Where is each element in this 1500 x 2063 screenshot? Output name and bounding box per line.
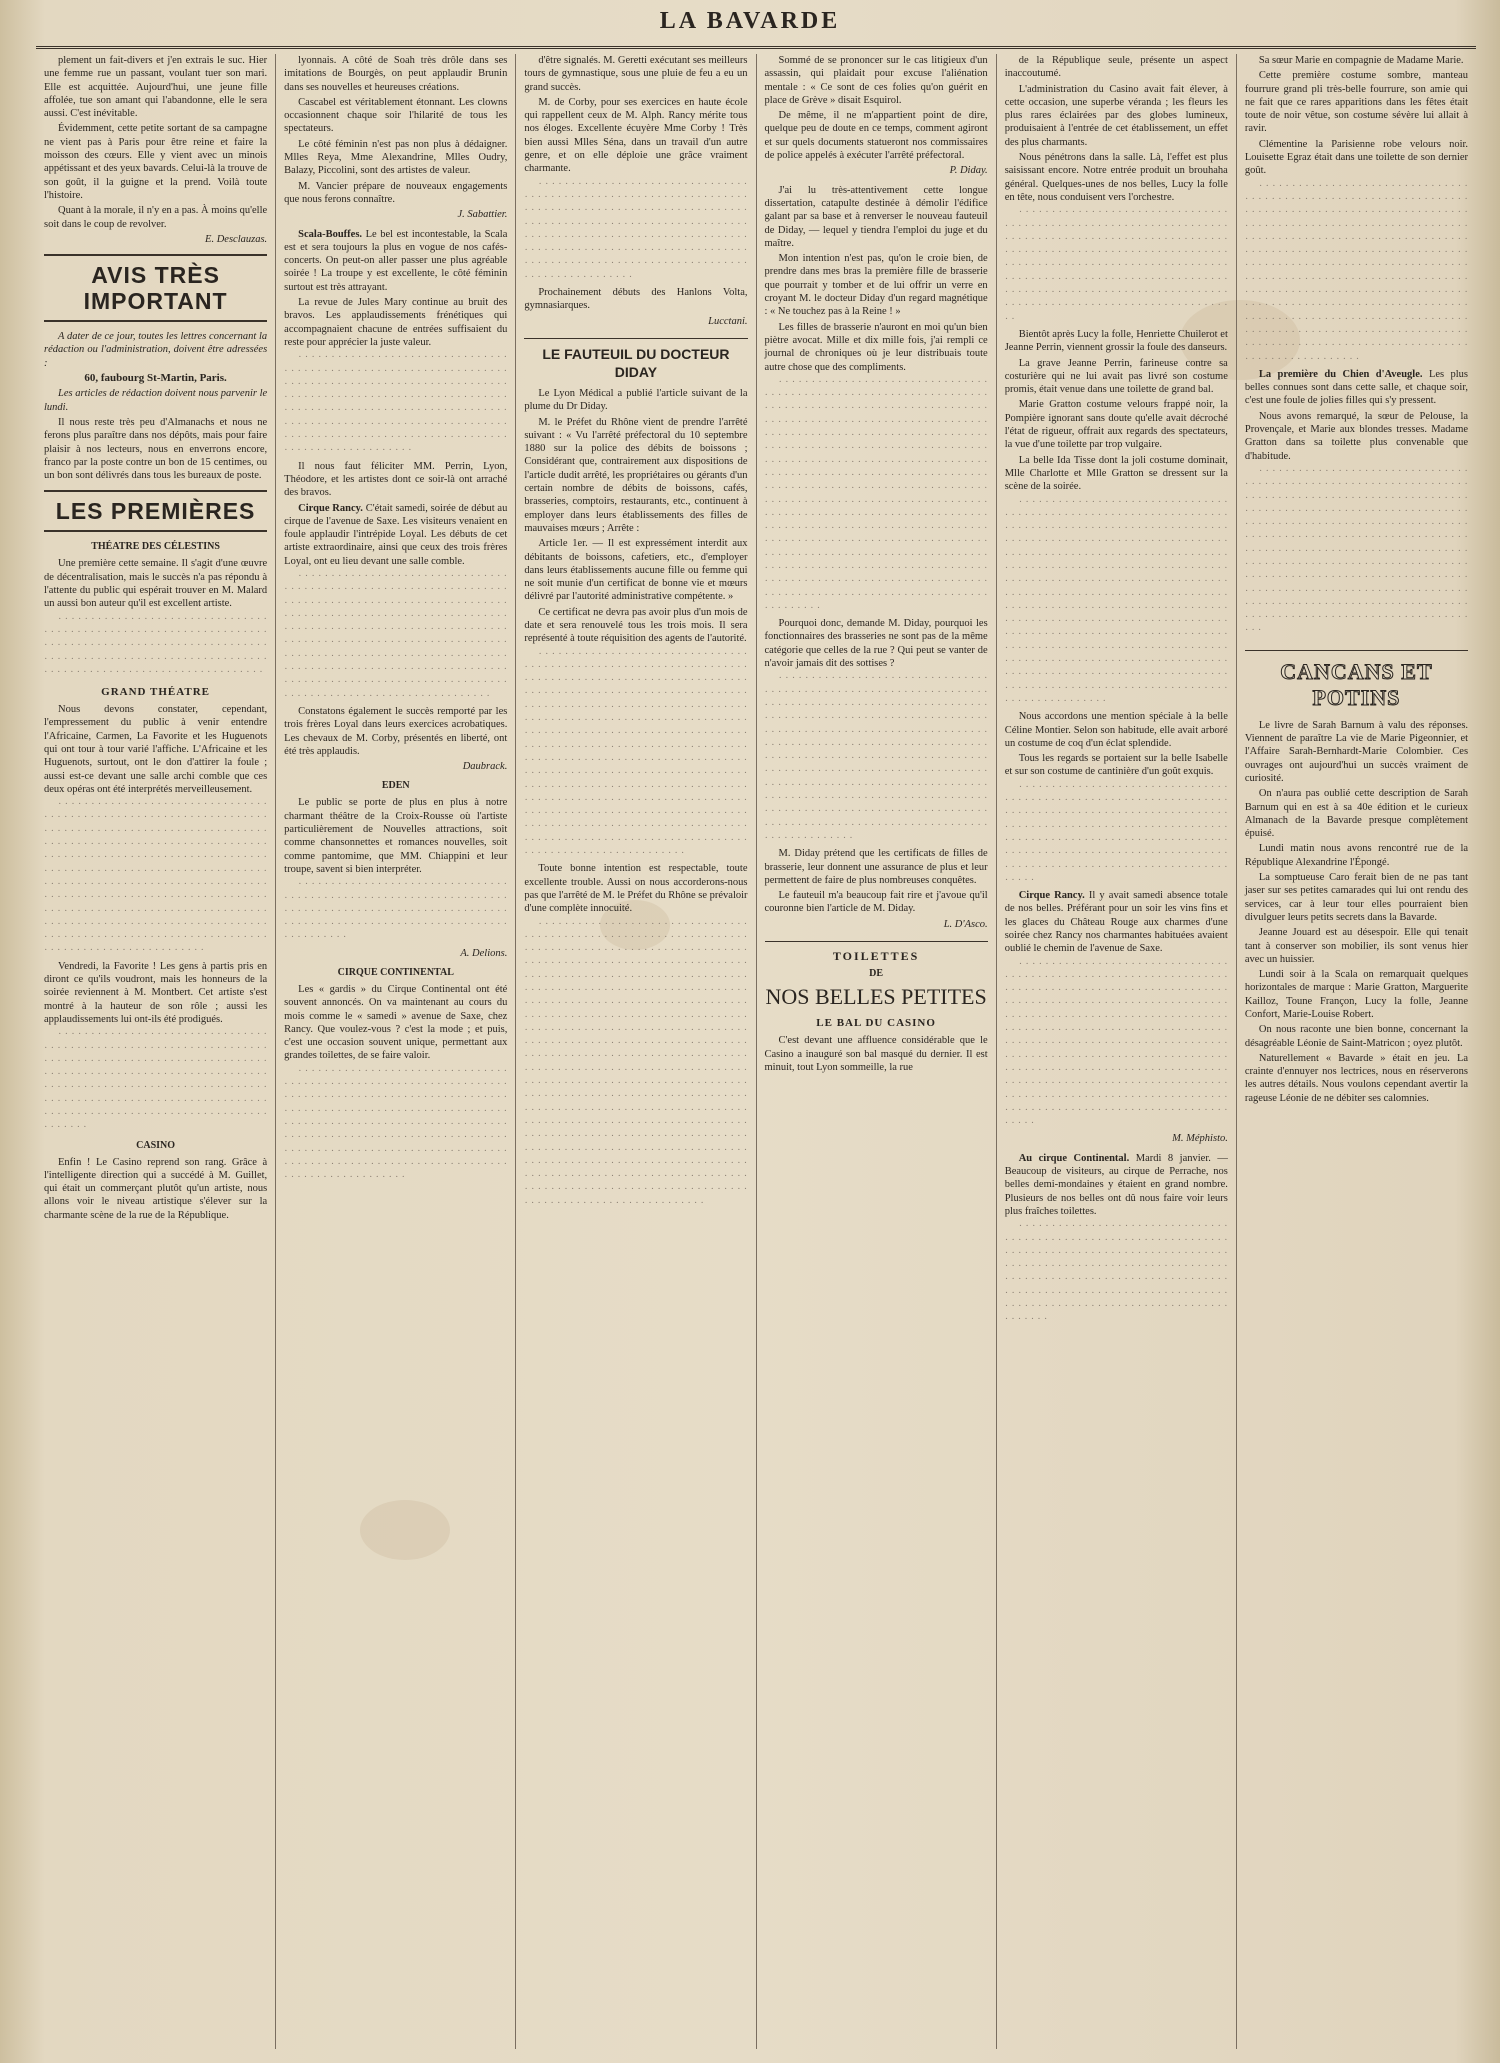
bal-text: C'est devant une affluence considérable que le Casino a inauguré son bal masqué du dernier. Il est minuit, tout Lyon sommeille, la rue (764, 1035, 988, 1073)
text: d'être signalés. M. Geretti exécutant ses meilleurs tours de gymnastique, sous une pluie de feu a eu un grand succès. (524, 55, 748, 93)
text: Marie Gratton costume velours frappé noir, la Pompière ignorant sans doute qu'elle avait décroché l'état de rigueur, offrait aux regards des spectateurs, la vue d'une toilette par trop vulgaire. (1004, 399, 1228, 451)
cancans-text-2: On n'aura pas oublié cette description de Sarah Barnum qui en est à sa 40e édition et le curieux Almanach de la Bavarde presque complètement épuisé. (1244, 788, 1469, 840)
text: M. Vancier prépare de nouveaux engagements que nous ferons connaître. (284, 180, 508, 205)
text: Clémentine la Parisienne robe velours noir. Louisette Egraz était dans une toilette de son dernier goût. (1244, 138, 1469, 177)
cirque-text: C'était samedi, soirée de début au cirque de l'avenue de Saxe. Les visiteurs venaient en foule applaudir l'intrépide Loyal. Les débuts de cet artiste extraordinaire, ainsi que ceux des trois frères Loyal, ont eu lieu devant une salle comble. (284, 502, 508, 567)
intro-paragraph: plement un fait-divers et j'en extrais le suc. Hier une femme rue un passant, voulant tuer son mari. Elle est acquittée. Aujourd'hui, une jeune fille affolée, tue son amant qui l'abandonne, elle le sera aussi. C'est inévitable. (44, 55, 268, 120)
text: La grave Jeanne Perrin, farineuse contre sa costurière qui ne lui avait pas livré son costume promis, était venue dans une toilette de grand bal. (1004, 357, 1228, 396)
text: Le fauteuil m'a beaucoup fait rire et j'avoue qu'il couronne bien l'article de M. Diday. (764, 890, 988, 915)
avis-text-3: Il nous reste très peu d'Almanachs et nous ne ferons plus paraître dans nos dépôts, mais pour faire plaisir à nos lecteurs, nous en enverrons encore, franco par la poste contre un bon de 15 centimes, ou un bon sont délivrés dans tous les bureaux de poste. (44, 416, 268, 482)
filler-text: · · · · · · · · · · · · · · · · · · · · · · · · · · · · · · · · · · · · · · · · · · · · · · · · · · · · · · · · · · · · · · · · · · · · · · · · · · · · · · · · · · · · · · · · · · · · · · · · · · · · · · · · · · · · · · · · · · · · · · · · · · · · · · · · · · · · · · · · · · · · · · · · · · · · · · · · · · · · · · · · · · · · · · · · · · · · · · · · · · · · · · · · · · · · · · · · · · · · · · · · · · · · · · · · · · · · · · · · · · · · · · · · · · · · · · · · · · · · · · · · · · · · · · · · · · · · · · · · · · · · · · · · · · · · · · · · · · · · · · · · · · · · · · · · · · · · · · · · · · · · · · · · · · · · · · · · · · · · · · · · · · · · · · · · · · · · · · · · · · · · · · · · · · · · · · · · · · · · · · · · · · · · · · · · · · · · · · · · · · · · · · · · · · · · · · · · · · · · · · · · · · · · · · · · · · · · · · · · · · · · (764, 673, 988, 844)
signature: M. Méphisto. (1172, 1133, 1228, 1145)
text: de la République seule, présente un aspect inaccoutumé. (1004, 55, 1228, 80)
column-4 (757, 54, 997, 2049)
text: J'ai lu très-attentivement cette longue dissertation, catapulte destinée à démolir l'édifice galant par sa base et à renverser le nouveau fauteuil de Diday, — lequel y tiendra l'emploi du juge et du maître. (764, 184, 988, 249)
filler-text: · · · · · · · · · · · · · · · · · · · · · · · · · · · · · · · · · · · · · · · · · · · · · · · · · · · · · · · · · · · · · · · · · · · · · · · · · · · · · · · · · · · · · · · · · · · · · · · · · · · · · · · · · · · · · · · · · · · · · · · · · · · · · · · · · · · · · · · · · · · · · · · · · · · · · · · · · · · · · · · · · · · · · · · · · · · · · · · · · · · · · · · · · · · · · · · · · · · · · · · · · · · · · · · · · · · · · · · · · · · · · · · · · · · · · · · · · · · · · · · · · · · · · · · · · · · · · · · · · · · · · · · · · · · · · · · · · · · · · · · · · · · · · · · · · (284, 1065, 508, 1184)
text: Tous les regards se portaient sur la belle Isabelle et sur son costume de cantinière d'un goût exquis. (1004, 753, 1228, 778)
text: Nous pénétrons dans la salle. Là, l'effet est plus saisissant encore. Notre entrée produit un brouhaha général. Quelques-unes de nos belles, Lucy la folle en tête, nous conduisent vers l'orchestre. (1004, 152, 1228, 203)
signature: Daubrack. (462, 761, 508, 773)
column-2 (276, 54, 516, 2049)
signature: P. Diday. (949, 165, 988, 177)
cancans-text-8: Naturellement « Bavarde » était en jeu. La crainte d'ennuyer nos lectrices, nous en réserverons les autres détails. Nous voulons cependant avertir la rageuse Léonie de ne débiter ses calomnies. (1244, 1052, 1469, 1104)
filler-text: · · · · · · · · · · · · · · · · · · · · · · · · · · · · · · · · · · · · · · · · · · · · · · · · · · · · · · · · · · · · · · · · · · · · · · · · · · · · · · · · · · · · · · · · · · · · · · · · · · · · · · · · · · · · · · · · · · · · · · · · · · · · · · · · · · · · · · · · · · · · · · · · · · · · · · · · · · · · · · · · · · · · · · · · · · · · · · · · · · · · · · · · · · · · · · · · · · · · · · · · · · · · · · · · · · · · · · · · · · · · · · · · · · · · · · · · · · · · · · · · · · · · · · · · · · · · · · · · · · · · · · · · · · · · · · · · (1004, 207, 1228, 325)
text: Sommé de se prononcer sur le cas litigieux d'un assassin, qui plaidait pour excuse l'aliénation mentale : « Ce sont de ces folies qu'on guérit en place de Grève » disait Esquirol. (764, 55, 988, 106)
chien-text: Les plus belles connues sont dans cette salle, et chaque soir, c'est une foule de jolies filles qui s'y pressent. (1244, 368, 1469, 407)
column-6 (1237, 54, 1476, 2049)
cirque-text-2: Constatons également le succès remporté par les trois frères Loyal dans leurs exercices acrobatiques. Les chevaux de M. Corby, présentés en liberté, ont été très applaudis. (284, 705, 508, 757)
masthead-rule (36, 46, 1476, 49)
filler-text: · · · · · · · · · · · · · · · · · · · · · · · · · · · · · · · · · · · · · · · · · · · · · · · · · · · · · · · · · · · · · · · · · · · · · · · · · · · · · · · · · · · · · · · · · · · · · · · · · · · · · · · · · · · · · · · · · · · · · · · · · · · · · · · · · · · · · · · · · · · · · · · · · · · · · · · · · · · · · · · · · · · · · · · · · · · · · · · · · · · · · · · · · · · · · · · · · · · · · · · · · · · · · · · · · · · · · · · · · · · · · · · · · · · · · · · · · · · · · · · · · (1004, 781, 1228, 886)
cancans-text: Le livre de Sarah Barnum à valu des réponses. Viennent de paraître La vie de Marie Pigeonnier, et l'Affaire Sarah-Bernhardt-Marie Colombier. Ces ouvrages ont aujourd'hui un succès vraiment de curiosité. (1244, 719, 1469, 784)
continental-text: Mardi 8 janvier. — Beaucoup de visiteurs, au cirque de Perrache, nos belles demi-mondaines y étaient en grand nombre. Plusieurs de nos belles ont dû nous faire voir leurs plus fraîches toilettes. (1004, 1152, 1228, 1217)
filler-text: · · · · · · · · · · · · · · · · · · · · · · · · · · · · · · · · · · · · · · · · · · · · · · · · · · · · · · · · · · · · · · · · · · · · · · · · · · · · · · · · · · · · · · · · · · · · · · · · · · · · · · · · · · · · · · · · · · · · · · · · · · · · · · · · · · · · · · · · · · · · · · · · · · · · · · · · · · · · · · · · · · · · · · · · · · · · · · · · · · · · · · · · · · · · · · · · · · · · · · · · · · · · · · · · · · · · · · · · · · · · · · · · · · · · · · · · · · · · · · · · · · · · · · · · · · · · · · · · · · · · · · · · · · · · · · · · · · · · · · · · · · · · · · · · · · · · · · · · · · · · · · · · · · · · · · · · · · · · · · · · · · · · · · · · · · · · · · · · (284, 570, 508, 702)
filler-text: · · · · · · · · · · · · · · · · · · · · · · · · · · · · · · · · · · · · · · · · · · · · · · · · · · · · · · · · · · · · · · · · · · · · · · · · · · · · · · · · · · · · · · · · · · · · · · · · · · · · · · · · · · · · · · · · · · · · · · · · · · · · · · · · · · · · · · · · · · · · · · · · · · · · · · · · · · · · · · · · · · · · · · · · · · · · · · · · · · · · · · · · · · · · · · · · · · · · · · · · · · · · · · · · · · · · · · · · · · · · · · · · · · · · · · · · · · · · · · · · · · · · · · · · · · · · · · · · · · · · · · · · · · · · · · · · · · · · · · · · · · · · · · · · · · · · · · · · · · · · · · · · · · · · · · · · · · · · · · · · · · · · · · · · · · · · · · · · · · · · · · · · · · · · · · · · · · · · · · · · · · · · · · · · · · · · · · · · · · · · · · · · · · · · · · · · · · · · · (44, 799, 268, 957)
signature: A. Delions. (460, 947, 508, 959)
column-1 (36, 54, 276, 2049)
text: Nous accordons une mention spéciale à la belle Céline Montier. Selon son habitude, elle avait arboré un costume de coq d'un éclat splendide. (1004, 711, 1228, 749)
fauteuil-text-2: M. le Préfet du Rhône vient de prendre l'arrêté suivant : « Vu l'arrêté préfectoral du 10 septembre 1880 sur la police des débits de boissons ; Considérant que, contrairement aux dispositions de l'article dudit arrêté, les propriétaires ou gérants d'un certain nombre de débits de boissons, cafés, brasseries, comptoirs, restaurants, etc., continuent à employer dans leurs établissements des filles de mauvaises mœurs ; Arrête : (524, 416, 748, 534)
text: Bientôt après Lucy la folle, Henriette Chuilerot et Jeanne Perrin, viennent grossir la foule des danseurs. (1004, 328, 1228, 354)
chien-heading: La première du Chien d'Aveugle. (1258, 368, 1423, 380)
text: lyonnais. A côté de Soah très drôle dans ses imitations de Bourgès, on peut applaudir Brunin dans ses nouvelles et heureuses créations. (284, 55, 508, 93)
signature: J. Sabattier. (457, 209, 508, 221)
text: Sa sœur Marie en compagnie de Madame Marie. (1258, 55, 1464, 66)
intro-signature: E. Desclauzas. (205, 233, 268, 245)
text: Le côté féminin n'est pas non plus à dédaigner. Mlles Reya, Mme Alexandrine, Mlles Oudry, Balazy, Piccolini, sont des artistes de valeur. (284, 138, 508, 177)
text: La belle Ida Tisse dont la joli costume dominait, Mlle Charlotte et Mlle Gratton se dressent sur la scène de la soirée. (1004, 454, 1228, 493)
bal-heading: LE BAL DU CASINO (816, 1017, 936, 1030)
casino-text: Enfin ! Le Casino reprend son rang. Grâce à l'intelligente direction qui a succédé à M. Guillet, qui était un commerçant plutôt qu'un artiste, nous allons voir le niveau artistique s'élever sur la charmante scène de la rue de la République. (44, 1156, 268, 1221)
filler-text: · · · · · · · · · · · · · · · · · · · · · · · · · · · · · · · · · · · · · · · · · · · · · · · · · · · · · · · · · · · · · · · · · · · · · · · · · · · · · · · · · · · · · · · · · · · · · · · · · · · · · · · · · · · · · · · · · · · · · · · · · · · · · · · · · · · · · · · · · · · · · · · · · · · · · · · · · · · · · · · · · · · · · · · · · · · · · · · · · · · · · · · · · · · · · · · · · · · · · · · · · · · · · · · · · · · · · · · · · · · · · · · · · · · · · · · · · · · · · · · · · · · · · · · · · · · · · · · · · · · · · · · · · · · · · · · · · · · · · · · · · · · · · · · · · · · · · · · · · · · · · · · · · · · · · · · · · · · · · · · · · · · · · · · · · · · · · · · · · · · · · · · · · · · · · · · · · · · · · · · · · · · · · · · · · · · · · · · · · · · · · · · · · · · · · · · · · · · · · · · · · · · · · · · · · · · · · · · · · · · · · · · · · · · · · · · · · · · · · · · · · · · · · · · · · · · · · · · · · · · · · · · · · · · · · · · · · · · · · · · · · · · · · · · · · · · · · · · · · · · · · · · · · · · · · · · · · · · · · · · · · · · · · · · · · · · · · (524, 648, 748, 860)
column-3 (516, 54, 756, 2049)
filler-text: · · · · · · · · · · · · · · · · · · · · · · · · · · · · · · · · · · · · · · · · · · · · · · · · · · · · · · · · · · · · · · · · · · · · · · · · · · · · · · · · · · · · · · · · · · · · · · · · · · · · · · · · · · · · · · · · · · · · · · · · · · · · · · · · · · · · · · · · · · · · · · · · · · · · · · · · · · · · · · · · · · · · · · · · · · · · · · · · · · · · · · · · · · · · · · · · · · · · · · · · · · · · · · · · · · · · · · · · · · · · · · · · · · · · · · · · · · · · · · · · · · · · · · · · · · · · · · · · · · · · · · · · · · · · · · · · · · · · · · · · · · · · · · · · · · · · · · · · · · · · · · · · · · · · · · · · · · · · · · · · · · · · · · · · · · · · · · · · · · · · · · · · · · · · · · · · · · · · · · · · · · · · · · · · · · · · · · · · · · · · · · · · · · · · · · · · · · · · · · · · · · · · · · · · · · · · · · · · · · · · · · · · · · · · · · · · · · · · · · · · · · · · · · · · · · · · · · · · · · (1244, 180, 1469, 365)
avis-text: A dater de ce jour, toutes les lettres concernant la rédaction ou l'administration, doivent être adressées : (44, 331, 268, 369)
eden-heading: EDEN (381, 780, 410, 792)
continental-heading: Au cirque Continental. (1018, 1152, 1130, 1164)
continental-heading: CIRQUE CONTINENTAL (337, 967, 454, 978)
text: De même, il ne m'appartient point de dire, quelque peu de doute en ce temps, comment agiront et sur quels documents statueront nos commissaires de police appelés à exécuter l'arrêté préfectoral. (764, 110, 988, 162)
grand-theatre-text-2: Vendredi, la Favorite ! Les gens à partis pris en diront ce qu'ils voudront, mais les honneurs de la soirée reviennent à M. Montbert. Cet artiste s'est montré à la hauteur de son rôle ; aussi les applaudissements lui ont-ils été prodigués. (44, 960, 268, 1025)
column-5 (997, 54, 1237, 2049)
cirque-heading: Cirque Rancy. (298, 502, 363, 514)
toilettes-heading: TOILETTES (765, 941, 988, 963)
casino-heading: CASINO (136, 1139, 176, 1151)
avis-address: 60, faubourg St-Martin, Paris. (84, 372, 227, 385)
cancans-text-4: La somptueuse Caro ferait bien de ne pas tant jaser sur ses petites camarades qui lui ont rendu des services, car à leur tour elles pourraient bien divulguer leurs petits secrets dans la Bavarde. (1244, 872, 1469, 923)
intro-paragraph-2: Évidemment, cette petite sortant de sa campagne ne vient pas à Paris pour être reine et faire la moisson des cœurs. Elle y vient avec un minois appétissant et des yeux bavards. Celui-là la trouve de son goût, il la guigne et la prend. Voilà toute l'histoire. (44, 123, 268, 201)
cancans-text-5: Jeanne Jouard est au désespoir. Elle qui tenait tant à conserver son mobilier, ils sont venus hier avec un huissier. (1244, 927, 1469, 965)
filler-text: · · · · · · · · · · · · · · · · · · · · · · · · · · · · · · · · · · · · · · · · · · · · · · · · · · · · · · · · · · · · · · · · · · · · · · · · · · · · · · · · · · · · · · · · · · · · · · · · · · · · · · · · · · · · · · · · · · · · · · · · · · · · · · · · · · · · · · · · · · · · · · · · · · · · · · · · · · · · · · · · · · · · · · · · · · · · · · · · · · · · · · · · · · · · · · · · · · · · · · · · · · · · · · · · · · · · · · · · · · · · · · · · · · · · · · · · · · · · · · · · · · · · · · · · · · · · · · · · · · · · · · · · · · · · · · · · · · · · · · · · · · · · · · · · · · · · · · · · · · · · · · · · · · · · · · · · · · · · · · · · · · · · · · · · · · · · · · · · · · · · · · · · · · · · · · · · · · · · · · · · · · · · · · · · · · · · · · · · · · · · · · · · · · · · · · · · · · · · · · · · · · · · · · · · · · · (1004, 958, 1228, 1130)
text: Les filles de brasserie n'auront en moi qu'un bien piètre avocat. Mille et dix mille fois, j'ai rempli ce journal de chroniques où je leur distribuais toute autre chose que des compliments. (764, 321, 988, 373)
cancans-text-6: Lundi soir à la Scala on remarquait quelques horizontales de marque : Marie Gratton, Marguerite Kailloz, Toune Françon, Lucy la folle, Jeanne Confort, Marie-Louise Robert. (1244, 969, 1469, 1020)
grand-theatre-text: Nous devons constater, cependant, l'empressement du public à venir entendre l'Africaine, Carmen, La Favorite et les Huguenots qui ont tour à tour varié l'affiche. L'Africaine et les Huguenots, surtout, ont le don d'attirer la foule ; aussi est-ce devant une salle archi comble que ces deux opéras ont été interprétés merveilleusement. (44, 704, 268, 795)
filler-text: · · · · · · · · · · · · · · · · · · · · · · · · · · · · · · · · · · · · · · · · · · · · · · · · · · · · · · · · · · · · · · · · · · · · · · · · · · · · · · · · · · · · · · · · · · · · · · · · · · · · · · · · · · · · · · · · · · · · · · · · · · · · · · · · · · · · · · · · · · · · · · · · · · · · · · · · · · · · · · · · · · · · · · · · · · · · · · · · · · · · · · · · · · · · · · · · · · · · · · · · · · · · · · · · · · · · · · · · · · · · · · · · · · · · · · · · · · · · · · · · · · · · · · · · · · · · · · · · · · · · · · · · · · · · · · · · · · · · · · · · · · · · · · · · · · · · · · · · · · · · · · · · · · · · · · · · · · · · · · · · · · · · · · · · · · · · · · · · · · · · · · · · · · · · · · · · · · · · · · · · · · · · · · · · · · · · · · · · · · · · · · · · · · · · · · · · · · · · · · · · · · · · · · · · · · · · · · · · · · · · · · · · · · · · · · · · · · · · · · · · · · · · · · · · · · · · · · · · · · · · · · · · · · · · · · · · · · · · · · · · · · · · · · · · · · · · · · · · · · · · · · · · · · · · · · · · · · · · · · · · · · · · · · · · · · · · · · · · · · · · · · · · · · · · · · · · · · · · · · · · · · · · · · · · · · · · · · · · · · · · · · · · · · · · · · · · · · · · · · · · · · · · · · · · · · · · · · · · · · · · · · · · · · · · · · · · · · · · · · · · · · · · · · · · · · · · · · · · · · · · · · · · · · · · · · · · · · · · · · · · · · · · · · · · · · · · · · · · · · · · · · · · · · · · · · · · · · · · · · · · · · · · · · · · · · · · · · · · · · · · (524, 918, 748, 1209)
text: M. Diday prétend que les certificats de filles de brasserie, leur donnent une assurance de plus et leur permettent de faire de plus nombreuses conquêtes. (764, 848, 988, 886)
celestins-text: Une première cette semaine. Il s'agit d'une œuvre de décentralisation, mais le succès n'a pas répondu à l'attente du public qui espérait trouver en M. Malard un aussi bon auteur qu'il est excellent artiste. (44, 558, 268, 610)
fauteuil-text-4: Ce certificat ne devra pas avoir plus d'un mois de date et sera renouvelé tous les trois mois. Il sera représenté à toute réquisition des agents de l'autorité. (524, 606, 748, 645)
filler-text: · · · · · · · · · · · · · · · · · · · · · · · · · · · · · · · · · · · · · · · · · · · · · · · · · · · · · · · · · · · · · · · · · · · · · · · · · · · · · · · · · · · · · · · · · · · · · · · · · · · · · · · · · · · · · · · · · · · · · · · · · · · · · · · · · · · · · · · · · · · · · · · · · · · · · · · · · · · · · · · · · · · · · · · · · · · · · · · · · · · · · · · · · · · · · · · · · · · · · · · · · · · · · · · · · · · · · · · · · · · · · · · · · · · · · · · · · · · · · · · · · · · (1004, 1221, 1228, 1326)
filler-text: · · · · · · · · · · · · · · · · · · · · · · · · · · · · · · · · · · · · · · · · · · · · · · · · · · · · · · · · · · · · · · · · · · · · · · · · · · · · · · · · · · · · · · · · · · · · · · · · · · · · · · · · · · · · · · · · · · · · · · · · · · · · · · · · · · · · · · · · · · · · · · · · · · · · · · · · · · · · · · · · · · · · · · · · · · · · · · · · · · · · · · · · · · · · · · · · · · · · · · · · · · · · · · · · · · · · · · · · · · · · · · · · · · · · · · · · · · · · · · · · · · · · · · · · · · · · · · · · · · · · · · · · · · · · · · · · · · · · · · · · · · · · · · · · · · · · · · · · · · · · · · · · · · · · · · · · · · · · · · · · · · · · · · · · · · · · · · · · · · · · · · · · · · · · · · · · · · · · · · · · · · · · · · · · · · · · · · · · · · · · · · · · · · · · · · · · · · · · · · · · · · · · · · · · · · · · · · · · · · · · · · · · · · · · · · · · · · · · · · · · · · · · · · · · · · · · · · · · · · · · · · · · · · · · · · · · · · · · · · · · · · · · · · · · · · · · · · · · · · · · · · · · · · · · · · · · · · · · · · · · · · · · · · · · · · · · · · · · · · · · · · · · · · · · · · · · · · · · · · · · · · · · · · · · · · · · · · · · · · · · · · · · · (764, 376, 988, 614)
cancans-heading: CANCANS ET POTINS (1245, 650, 1468, 711)
cirque-heading: Cirque Rancy. (1018, 890, 1085, 902)
filler-text: · · · · · · · · · · · · · · · · · · · · · · · · · · · · · · · · · · · · · · · · · · · · · · · · · · · · · · · · · · · · · · · · · · · · · · · · · · · · · · · · · · · · · · · · · · · · · · · · · · · · · · · · · · · · · · · · · · · · · · · · · · · · · · · · · · · · · · · · · · · · · · · · · · · · · · · · · · · · · · · · · · · · · · · · · · · · · · · · · · · · · · · · · · · · · · · · · · · · · · · · · · · · · · · · · · · · · · · · · · · · · · · · · · · · · · · · · · · · · · · · · · · · · · · · · · · · · · · · · · · · · · · · · · · · · · · · · · · · · · · · · · · · · · · · · · · · · · · · · · · · · · · · · · · · · · · · · · · · · · · · · · · · · · · · · · · · · · · · · · · · · · · · · · · · · · · · · · · · · · · · · · · · · · · · · · · · · · · · · · · · · · · · · · · · · · · · · · · · · · · · · · · · · · · · · · · · · · · · · · · · · · · · · · · · · · · · · · · · · · · · · · · · · · · · · · · · · · · · · · · · · · · · · · · · · · · · · · · · · · · · · · · · · · · · · · · · · · · · · · · · · · · · · · · · · · · · · · · · · · · · · · · · (1004, 496, 1228, 707)
cancans-text-7: On nous raconte une bien bonne, concernant la désagréable Léonie de Saint-Matricon ; oyez plutôt. (1244, 1024, 1469, 1049)
cirque-text: Il y avait samedi absence totale de nos belles. Préférant pour un soir les vins fins et les glaces du Château Rouge aux charmes d'une soirée chez Rancy nos charmantes habituées avaient oublié le chemin de l'avenue de Saxe. (1004, 890, 1228, 955)
masthead-title: LA BAVARDE (659, 8, 841, 34)
continental-text: Les « gardis » du Cirque Continental ont été souvent annoncés. On va maintenant au cours du mois comme le « samedi » avenue de Saxe, chez Rancy. Que voulez-vous ? c'est la mode ; et puis, c'est une occasion souvent unique, permettant aux grandes toilettes, de se faire valoir. (284, 984, 508, 1062)
text: M. de Corby, pour ses exercices en haute école qui rappellent ceux de M. Alph. Rancy mérite tous nos éloges. Excellente écuyère Mme Corby ! Très bien aussi Mlles Séna, dans un travail d'un autre genre, et on elle déploie une grâce vraiment charmante. (524, 96, 748, 175)
text: Cascabel est véritablement étonnant. Les clowns occasionnent chaque soir l'hilarité de tous les spectateurs. (284, 96, 508, 135)
signature: Lucctani. (708, 315, 748, 327)
scala-text-2: La revue de Jules Mary continue au bruit des bravos. Les applaudissements frénétiques qui accompagnaient chacune de entrées suffisaient du reste pour apprécier la juste valeur. (284, 297, 508, 348)
filler-text: · · · · · · · · · · · · · · · · · · · · · · · · · · · · · · · · · · · · · · · · · · · · · · · · · · · · · · · · · · · · · · · · · · · · · · · · · · · · · · · · · · · · · · · · · · · · · · · · · · · · · · · · · · · · · · · · · · · · · · · · · · · · · · · · · · · · · · · · · · · · · · · · (284, 879, 508, 944)
scala-heading: Scala-Bouffes. (298, 228, 363, 240)
text: Cette première costume sombre, manteau fourrure grand pli très-belle fourrure, son amie qui ne fait que ce rares apparitions dans les fêtes était toute de noir vêtue, son costume sévère lui allait à ravir. (1244, 70, 1469, 135)
text: L'administration du Casino avait fait élever, à cette occasion, une superbe véranda ; les fleurs les plus rares éclairées par des globes lumineux, produisaient à l'entrée de cet établissement, un effet des plus charmants. (1004, 83, 1228, 148)
filler-text: · · · · · · · · · · · · · · · · · · · · · · · · · · · · · · · · · · · · · · · · · · · · · · · · · · · · · · · · · · · · · · · · · · · · · · · · · · · · · · · · · · · · · · · · · · · · · · · · · · · · · · · · · · · · · · · · · · · · · · · · · · · · · · · · · · · · · · · · · · · · · · · · · · · · · · · · · · · · · · · · · · · · · · · · · · · · · · · · · · · · · · · · · · · · · · · · · · · · · · · · · · · · · · · · · · · · · · · · · · · · · · · · · · · · · · · · · · · · · · · · · · · · · · · · · · · · · (524, 178, 748, 283)
eden-text: Le public se porte de plus en plus à notre charmant théâtre de la Croix-Rousse où l'artiste particulièrement de Nouvelles attractions, soit comme chansonnettes et romances nouvelles, soit comme pantomime, que MM. Chiappini et leur troupe, savent si bien interpréter. (284, 797, 508, 875)
premieres-heading: LES PREMIÈRES (44, 490, 267, 532)
filler-text: · · · · · · · · · · · · · · · · · · · · · · · · · · · · · · · · · · · · · · · · · · · · · · · · · · · · · · · · · · · · · · · · · · · · · · · · · · · · · · · · · · · · · · · · · · · · · · · · · · · · · · · · · · · · · · · · · · · · · · · · · · · · · · · · · · · · · · · · · · · · · · · · · · · · · · · · · · · · · · · · · · · · · · · · · · · · · · · · · · · · · · · · · · · · · · · · · · · · · · · · · · · · · · · · · · · · · · · · · · · · · · · · · · · · · · · · · · · · · · · · · · · · · · · · · · · · · · · · · · · · · · · · · · · · · · · · · · · · · · · · · · · · · · · · · · · · · · · · · · · · · · · · · · · · · · · · · · · · · · · · · · · · · · · · · · · · · · · · · · · · · · · · · · · · · · · · · · · · · · · · · · · · · · · · · · · · · · · · · · · · · · · · · · · · · · · · · · · · · · · · · · · · · · · · · (1244, 465, 1469, 637)
filler-text: · · · · · · · · · · · · · · · · · · · · · · · · · · · · · · · · · · · · · · · · · · · · · · · · · · · · · · · · · · · · · · · · · · · · · · · · · · · · · · · · · · · · · · · · · · · · · · · · · · · · · · · · · · · · · · · · · · · · · · · · · · · · · · · · · · · · · · · · · · · · · · · · · · · · · · · · · · · · · · · · · · · · · · · · (44, 613, 268, 678)
belles-heading: NOS BELLES PETITES (765, 984, 987, 1010)
filler-text: · · · · · · · · · · · · · · · · · · · · · · · · · · · · · · · · · · · · · · · · · · · · · · · · · · · · · · · · · · · · · · · · · · · · · · · · · · · · · · · · · · · · · · · · · · · · · · · · · · · · · · · · · · · · · · · · · · · · · · · · · · · · · · · · · · · · · · · · · · · · · · · · · · · · · · · · · · · · · · · · · · · · · · · · · · · · · · · · · · · · · · · · · · · · · · · · · · · · · · · · · · · · · · · · · · · · · · · · · · · · · · · · · · · · · · · · · · · · · · · · · · · · · · · · · · · · · · · · (284, 352, 508, 457)
toilettes-de: DE (869, 968, 884, 980)
fauteuil-heading: LE FAUTEUIL DU DOCTEUR DIDAY (524, 338, 747, 381)
cancans-text-3: Lundi matin nous avons rencontré rue de la République Alexandrine l'Épongé. (1244, 843, 1469, 868)
celestins-heading: THÉATRE DES CÉLESTINS (91, 541, 220, 553)
grand-theatre-heading: GRAND THÉATRE (101, 686, 211, 699)
filler-text: · · · · · · · · · · · · · · · · · · · · · · · · · · · · · · · · · · · · · · · · · · · · · · · · · · · · · · · · · · · · · · · · · · · · · · · · · · · · · · · · · · · · · · · · · · · · · · · · · · · · · · · · · · · · · · · · · · · · · · · · · · · · · · · · · · · · · · · · · · · · · · · · · · · · · · · · · · · · · · · · · · · · · · · · · · · · · · · · · · · · · · · · · · · · · · · · · · · · · · · · · · · · · · · · · · · · · · · · · · · · · · · · · · · · · · · · · · · · · · · · · · · (44, 1029, 268, 1134)
scala-text: Le bel est incontestable, la Scala est et sera toujours la plus en vogue de nos cafés-concerts. On peut-on aller passer une plus agréable soirée ! La troupe y est excellente, le côté féminin surtout est très attrayant. (284, 228, 508, 293)
fauteuil-text-5: Toute bonne intention est respectable, toute excellente trouble. Aussi on nous accorderons-nous pas que l'arrêté de M. le Préfet du Rhône se prévaloir d'une complète innocuité. (524, 863, 748, 915)
fauteuil-text: Le Lyon Médical a publié l'article suivant de la plume du Dr Diday. (524, 387, 748, 413)
intro-paragraph-3: Quant à la morale, il n'y en a pas. À moins qu'elle soit dans le coup de revolver. (44, 205, 268, 230)
text: Pourquoi donc, demande M. Diday, pourquoi les fonctionnaires des brasseries ne sont pas de la même catégorie que celles de la rue ? Qui peut se vanter de n'avoir jamais dit des sottises ? (764, 618, 988, 670)
chien-text-2: Nous avons remarqué, la sœur de Pelouse, la Provençale, et Marie aux blondes tresses. Madame Gratton dans sa toilette plus convenable que d'habitude. (1244, 410, 1469, 462)
text: Mon intention n'est pas, qu'on le croie bien, de prendre dans mes bras la première fille de brasserie que pourrait y tomber et de lui offrir un verre en croyant M. le docteur Diday d'un regard magnétique : « Ne touchez pas à la Reine ! » (764, 253, 988, 318)
avis-heading: AVIS TRÈS IMPORTANT (44, 254, 267, 322)
avis-text-2: Les articles de rédaction doivent nous parvenir le lundi. (44, 388, 268, 413)
fauteuil-text-3: Article 1er. — Il est expressément interdit aux débitants de boissons, cafetiers, etc., d'employer dans leurs établissements aucune fille ou femme qui ne soit munie d'un certificat de bonne vie et mœurs délivré par l'autorité administrative compétente. » (524, 538, 748, 603)
scala-text-3: Il nous faut féliciter MM. Perrin, Lyon, Théodore, et les artistes dont ce soir-là ont arraché des bravos. (284, 460, 508, 499)
text: Prochainement débuts des Hanlons Volta, gymnasiarques. (524, 287, 748, 312)
signature: L. D'Asco. (943, 918, 988, 930)
columns (36, 54, 1476, 2049)
